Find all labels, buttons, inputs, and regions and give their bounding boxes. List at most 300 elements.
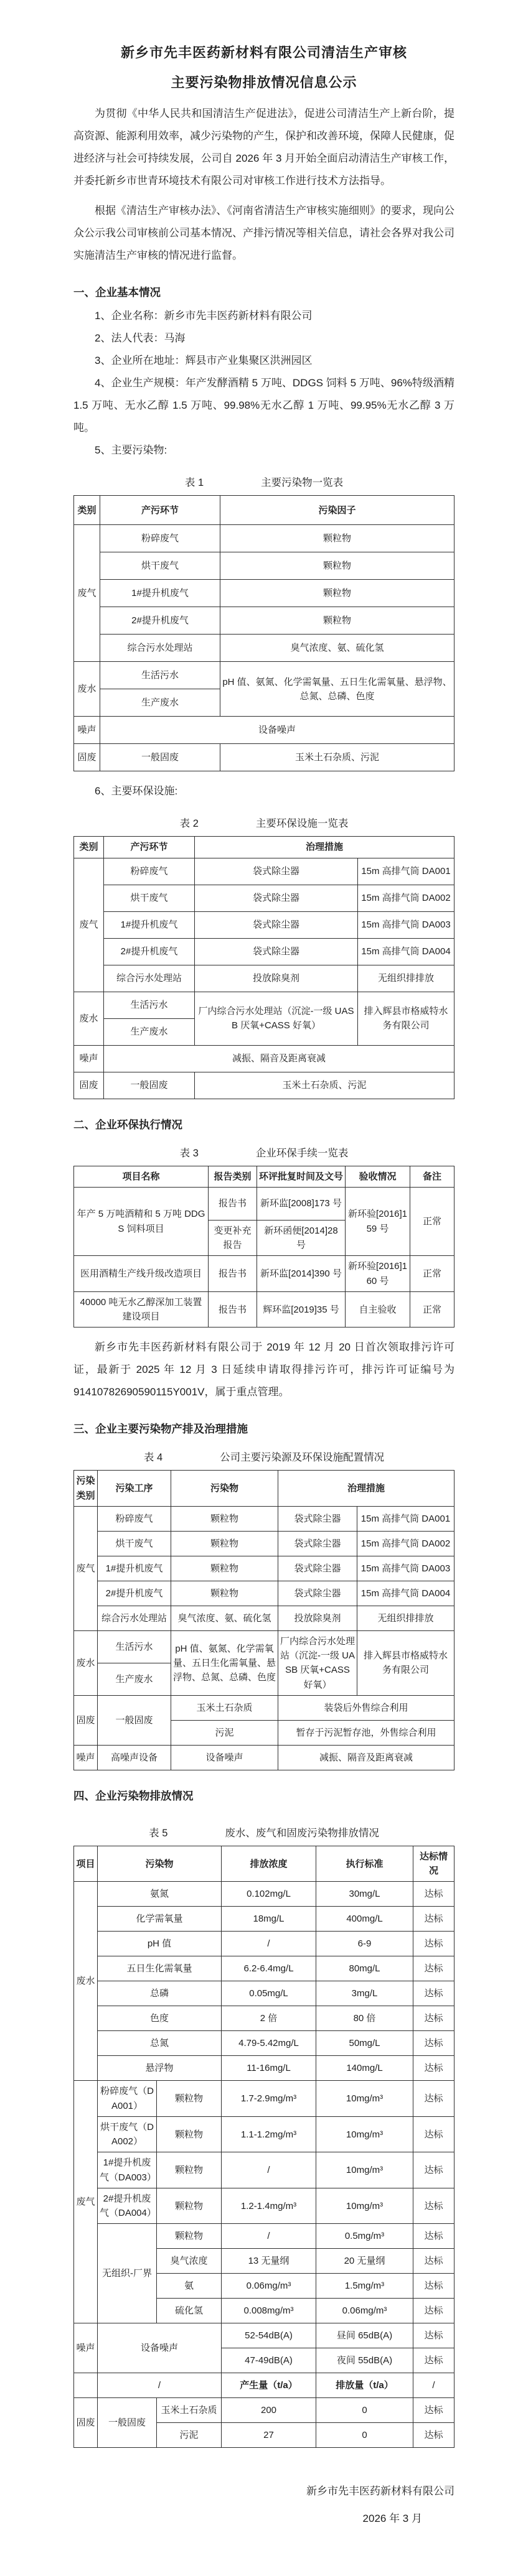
table-row bbox=[74, 2398, 454, 2423]
cell: 颗粒物 bbox=[220, 580, 454, 607]
cell: 15m 高排气筒 DA002 bbox=[358, 885, 454, 911]
cell: 达标 bbox=[413, 1882, 454, 1907]
cell: 排入辉县市格威特水务有限公司 bbox=[358, 992, 454, 1045]
cell-category: 噪声 bbox=[74, 717, 100, 744]
cell: 颗粒物 bbox=[157, 2152, 222, 2188]
basic-info-item: 5、主要污染物: bbox=[95, 444, 167, 457]
cell: 18mg/L bbox=[222, 1907, 316, 1932]
cell: 1#提升机废气 bbox=[100, 580, 220, 607]
table-row bbox=[74, 1882, 454, 1907]
cell: 1#提升机废气 bbox=[104, 911, 195, 938]
table-caption bbox=[73, 1145, 454, 1160]
header-cell: 验收情况 bbox=[346, 1166, 410, 1187]
table-row bbox=[74, 2081, 454, 2117]
cell: 变更补充报告 bbox=[209, 1220, 257, 1256]
cell: 140mg/L bbox=[316, 2056, 413, 2081]
cell: 生产废水 bbox=[100, 689, 220, 717]
table-2-env-facilities bbox=[73, 836, 454, 1099]
cell: 综合污水处理站 bbox=[104, 965, 195, 992]
section-heading-2: 二、企业环保执行情况 bbox=[73, 1118, 182, 1131]
table-row bbox=[74, 938, 454, 965]
cell: 1.7-2.9mg/m³ bbox=[222, 2081, 316, 2117]
cell: 达标 bbox=[413, 2056, 454, 2081]
cell: 10mg/m³ bbox=[316, 2152, 413, 2188]
cell: 污泥 bbox=[157, 2423, 222, 2448]
cell: / bbox=[98, 2373, 222, 2398]
cell: 15m 高排气筒 DA004 bbox=[358, 938, 454, 965]
table-row bbox=[74, 1956, 454, 1981]
cell: 报告书 bbox=[209, 1291, 257, 1328]
cell-category: 废水 bbox=[74, 662, 100, 717]
cell: 2 倍 bbox=[222, 2006, 316, 2031]
cell-category: 噪声 bbox=[74, 2323, 98, 2373]
header-cell: 产污环节 bbox=[104, 837, 195, 858]
cell: 产生量（t/a） bbox=[222, 2373, 316, 2398]
cell: 达标 bbox=[413, 2031, 454, 2056]
table-3-env-procedures bbox=[73, 1166, 454, 1328]
cell: 10mg/m³ bbox=[316, 2188, 413, 2224]
cell: 减振、隔音及距离衰减 bbox=[104, 1045, 454, 1072]
table-number: 表 2 bbox=[179, 818, 199, 830]
cell: 综合污水处理站 bbox=[98, 1606, 171, 1630]
cell: 20 无量纲 bbox=[316, 2249, 413, 2274]
table-number: 表 1 bbox=[184, 477, 204, 489]
cell: 玉米土石杂质、污泥 bbox=[220, 744, 454, 771]
cell: 52-54dB(A) bbox=[222, 2323, 316, 2348]
cell: 1.5mg/m³ bbox=[316, 2274, 413, 2299]
cell: 袋式除尘器 bbox=[195, 938, 358, 965]
cell: 一般固废 bbox=[98, 1695, 171, 1745]
header-cell: 执行标准 bbox=[316, 1846, 413, 1882]
cell: 6.2-6.4mg/L bbox=[222, 1956, 316, 1981]
header-cell: 产污环节 bbox=[100, 496, 220, 525]
cell: / bbox=[413, 2373, 454, 2398]
basic-info-item: 2、法人代表：马海 bbox=[95, 332, 186, 345]
table-row bbox=[74, 662, 454, 689]
table-row bbox=[74, 1045, 454, 1072]
cell: 达标 bbox=[413, 2348, 454, 2373]
header-cell: 类别 bbox=[74, 837, 104, 858]
cell: 新环监[2014]390 号 bbox=[257, 1256, 346, 1292]
table-row bbox=[74, 2006, 454, 2031]
table-row bbox=[74, 2031, 454, 2056]
cell: 袋式除尘器 bbox=[278, 1531, 357, 1556]
cell: 15m 高排气筒 DA002 bbox=[357, 1531, 454, 1556]
cell: 粉碎废气（DA001） bbox=[98, 2081, 157, 2117]
cell: 报告书 bbox=[209, 1256, 257, 1292]
cell: 投放除臭剂 bbox=[278, 1606, 357, 1630]
cell: 生产废水 bbox=[104, 1018, 195, 1045]
table-row bbox=[74, 2224, 454, 2249]
cell: 臭气浓度、氨、硫化氢 bbox=[220, 635, 454, 662]
cell: 50mg/L bbox=[316, 2031, 413, 2056]
cell: 0.06mg/m³ bbox=[222, 2274, 316, 2299]
cell: / bbox=[222, 1932, 316, 1956]
cell: 80 倍 bbox=[316, 2006, 413, 2031]
cell: 袋式除尘器 bbox=[195, 911, 358, 938]
header-cell: 污染工序 bbox=[98, 1471, 171, 1507]
cell: 2#提升机废气 bbox=[100, 607, 220, 635]
document-page bbox=[73, 0, 454, 2576]
cell-category: 废水 bbox=[74, 1630, 98, 1695]
cell: 一般固废 bbox=[100, 744, 220, 771]
cell: 27 bbox=[222, 2423, 316, 2448]
cell: 五日生化需氧量 bbox=[98, 1956, 222, 1981]
cell: 无组织排排放 bbox=[358, 965, 454, 992]
table-title: 主要污染物一览表 bbox=[261, 477, 344, 489]
cell: 达标 bbox=[413, 1932, 454, 1956]
cell: 13 无量纲 bbox=[222, 2249, 316, 2274]
header-cell: 污染因子 bbox=[220, 496, 454, 525]
cell: 达标 bbox=[413, 2274, 454, 2299]
page-title-line2: 主要污染物排放情况信息公示 bbox=[171, 74, 357, 90]
cell: 10mg/m³ bbox=[316, 2116, 413, 2152]
table-caption bbox=[73, 815, 454, 830]
cell: 0.05mg/L bbox=[222, 1981, 316, 2006]
cell: 一般固废 bbox=[98, 2398, 157, 2448]
cell: 4.79-5.42mg/L bbox=[222, 2031, 316, 2056]
table-number: 表 5 bbox=[149, 1827, 168, 1839]
cell: 生活污水 bbox=[98, 1630, 171, 1663]
cell: 高噪声设备 bbox=[98, 1745, 171, 1770]
cell: 新环监[2008]173 号 bbox=[257, 1187, 346, 1220]
cell: 医用酒精生产线升级改造项目 bbox=[74, 1256, 209, 1292]
table-row bbox=[74, 1581, 454, 1606]
cell: 颗粒物 bbox=[220, 607, 454, 635]
cell: 正常 bbox=[410, 1291, 454, 1328]
cell: 粉碎废气 bbox=[98, 1506, 171, 1531]
cell-category: 废气 bbox=[74, 2081, 98, 2323]
cell: 氨氮 bbox=[98, 1882, 222, 1907]
cell: 袋式除尘器 bbox=[195, 858, 358, 885]
cell: pH 值、氨氮、化学需氧量、五日生化需氧量、悬浮物、总氮、总磷、色度 bbox=[171, 1630, 278, 1695]
cell: 达标 bbox=[413, 2423, 454, 2448]
cell: 颗粒物 bbox=[157, 2188, 222, 2224]
cell: 臭气浓度、氨、硫化氢 bbox=[171, 1606, 278, 1630]
cell-category: 噪声 bbox=[74, 1045, 104, 1072]
cell: 颗粒物 bbox=[157, 2116, 222, 2152]
header-cell: 污染类别 bbox=[74, 1471, 98, 1507]
section-heading-1: 一、企业基本情况 bbox=[73, 286, 161, 299]
cell: 无组织-厂界 bbox=[98, 2224, 157, 2323]
table-row bbox=[74, 2188, 454, 2224]
cell: 自主验收 bbox=[346, 1291, 410, 1328]
table-number: 表 3 bbox=[179, 1147, 199, 1159]
cell: 6-9 bbox=[316, 1932, 413, 1956]
cell: 2#提升机废气 bbox=[104, 938, 195, 965]
cell: 颗粒物 bbox=[157, 2224, 222, 2249]
cell: 2#提升机废气（DA004） bbox=[98, 2188, 157, 2224]
cell: 1#提升机废气（DA003） bbox=[98, 2152, 157, 2188]
cell: 颗粒物 bbox=[171, 1506, 278, 1531]
cell: 15m 高排气筒 DA001 bbox=[358, 858, 454, 885]
cell: 烘干废气 bbox=[98, 1531, 171, 1556]
header-cell: 备注 bbox=[410, 1166, 454, 1187]
cell: 200 bbox=[222, 2398, 316, 2423]
table-title: 公司主要污染源及环保设施配置情况 bbox=[220, 1452, 385, 1464]
table-number: 表 4 bbox=[143, 1452, 163, 1464]
cell: 排放量（t/a） bbox=[316, 2373, 413, 2398]
table-row bbox=[74, 2152, 454, 2188]
header-cell: 环评批复时间及文号 bbox=[257, 1166, 346, 1187]
cell: 玉米土石杂质 bbox=[171, 1695, 278, 1720]
page-title-line1: 新乡市先丰医药新材料有限公司清洁生产审核 bbox=[120, 45, 407, 60]
cell: 生产废水 bbox=[98, 1663, 171, 1695]
cell: 排入辉县市格威特水务有限公司 bbox=[357, 1630, 454, 1695]
cell: 30mg/L bbox=[316, 1882, 413, 1907]
cell: 玉米土石杂质 bbox=[157, 2398, 222, 2423]
cell: / bbox=[222, 2224, 316, 2249]
table-caption bbox=[73, 1449, 454, 1464]
cell-category: 固废 bbox=[74, 1695, 98, 1745]
cell: 正常 bbox=[410, 1256, 454, 1292]
cell-category: 废气 bbox=[74, 858, 104, 992]
table-row bbox=[74, 717, 454, 744]
table-title: 企业环保手续一览表 bbox=[255, 1147, 349, 1159]
table-header-row bbox=[74, 837, 454, 858]
cell: 1.1-1.2mg/m³ bbox=[222, 2116, 316, 2152]
cell: 颗粒物 bbox=[171, 1581, 278, 1606]
intro-paragraph-2: 根据《清洁生产审核办法》、《河南省清洁生产审核实施细则》的要求，现向公众公示我公司审核前公司基本情况、产排污情况等相关信息，请社会各界对我公司实施清洁生产审核的情况进行监督。 bbox=[73, 205, 454, 262]
table-header-row bbox=[74, 1166, 454, 1187]
cell: 1.2-1.4mg/m³ bbox=[222, 2188, 316, 2224]
cell: 设备噪声 bbox=[171, 1745, 278, 1770]
cell: 80mg/L bbox=[316, 1956, 413, 1981]
table-title: 废水、废气和固废污染物排放情况 bbox=[225, 1827, 379, 1839]
cell: 0.008mg/m³ bbox=[222, 2299, 316, 2323]
cell: 无组织排排放 bbox=[357, 1606, 454, 1630]
cell: 达标 bbox=[413, 2224, 454, 2249]
cell: 达标 bbox=[413, 2323, 454, 2348]
section-heading-4: 四、企业污染物排放情况 bbox=[73, 1789, 194, 1802]
cell: pH 值、氨氮、化学需氧量、五日生化需氧量、悬浮物、总氮、总磷、色度 bbox=[220, 662, 454, 717]
table-row bbox=[74, 911, 454, 938]
section-heading-3: 三、企业主要污染物产排及治理措施 bbox=[73, 1423, 248, 1436]
cell-category: 噪声 bbox=[74, 1745, 98, 1770]
cell: 厂内综合污水处理站（沉淀-一级 UASB 厌氧+CASS 好氧） bbox=[278, 1630, 357, 1695]
cell: 生活污水 bbox=[104, 992, 195, 1018]
cell: 硫化氢 bbox=[157, 2299, 222, 2323]
header-cell: 治理措施 bbox=[278, 1471, 454, 1507]
table-row bbox=[74, 1745, 454, 1770]
table-caption bbox=[73, 1825, 454, 1839]
cell: 颗粒物 bbox=[157, 2081, 222, 2117]
cell: / bbox=[222, 2152, 316, 2188]
cell: 颗粒物 bbox=[171, 1531, 278, 1556]
cell-category: 固废 bbox=[74, 1072, 104, 1099]
cell: 综合污水处理站 bbox=[100, 635, 220, 662]
cell: 达标 bbox=[413, 2006, 454, 2031]
cell: 氨 bbox=[157, 2274, 222, 2299]
cell: 臭气浓度 bbox=[157, 2249, 222, 2274]
table-5-emissions bbox=[73, 1846, 454, 2448]
cell: 0.06mg/m³ bbox=[316, 2299, 413, 2323]
table-row bbox=[74, 885, 454, 911]
cell: 达标 bbox=[413, 2299, 454, 2323]
intro-paragraph-1: 为贯彻《中华人民共和国清洁生产促进法》，促进公司清洁生产上新台阶，提高资源、能源利用效率，减少污染物的产生，保护和改善环境，保障人民健康，促进经济与社会可持续发展，公司自 2026 年 3 月开始全面启动清洁生产审核工作，并委托新乡市世青环境技术有限公司对审核工作进行技术方法指导。 bbox=[73, 108, 454, 187]
basic-info-item: 4、企业生产规模：年产发酵酒精 5 万吨、DDGS 饲料 5 万吨、96%特级酒精 1.5 万吨、无水乙醇 1.5 万吨、99.98%无水乙醇 1 万吨、99.95%无水乙醇 3 万吨。 bbox=[73, 377, 454, 434]
cell: 0.102mg/L bbox=[222, 1882, 316, 1907]
cell: 总磷 bbox=[98, 1981, 222, 2006]
table-row bbox=[74, 965, 454, 992]
permit-paragraph: 新乡市先丰医药新材料有限公司于 2019 年 12 月 20 日首次领取排污许可证，最新于 2025 年 12 月 3 日延续申请取得排污许可，排污许可证编号为 91410782690590115Y001V，属于重点管理。 bbox=[73, 1341, 454, 1398]
table-row bbox=[74, 858, 454, 885]
cell: 色度 bbox=[98, 2006, 222, 2031]
table-row bbox=[74, 1981, 454, 2006]
cell: 暂存于污泥暂存池，外售综合利用 bbox=[278, 1720, 454, 1745]
table-header-row bbox=[74, 1846, 454, 1882]
table-header-row bbox=[74, 1471, 454, 1507]
header-cell: 达标情况 bbox=[413, 1846, 454, 1882]
table-title: 主要环保设施一览表 bbox=[255, 818, 349, 830]
cell: 15m 高排气筒 DA004 bbox=[357, 1581, 454, 1606]
cell: 报告书 bbox=[209, 1187, 257, 1220]
cell: 减振、隔音及距离衰减 bbox=[278, 1745, 454, 1770]
table-row bbox=[74, 1072, 454, 1099]
cell: 烘干废气（DA002） bbox=[98, 2116, 157, 2152]
table-row bbox=[74, 1556, 454, 1581]
cell: 装袋后外售综合利用 bbox=[278, 1695, 454, 1720]
footer-date: 2026 年 3 月 bbox=[362, 2513, 422, 2525]
cell: 11-16mg/L bbox=[222, 2056, 316, 2081]
table-row bbox=[74, 635, 454, 662]
cell: 新环验[2016]159 号 bbox=[346, 1187, 410, 1256]
table-row bbox=[74, 1506, 454, 1531]
cell: 粉碎废气 bbox=[100, 525, 220, 552]
cell-category: 固废 bbox=[74, 2398, 98, 2448]
cell: 生活污水 bbox=[100, 662, 220, 689]
header-cell: 项目名称 bbox=[74, 1166, 209, 1187]
cell: 40000 吨无水乙醇深加工装置建设项目 bbox=[74, 1291, 209, 1328]
cell: 颗粒物 bbox=[220, 552, 454, 580]
footer-company-signature: 新乡市先丰医药新材料有限公司 bbox=[306, 2485, 454, 2498]
table-row bbox=[74, 607, 454, 635]
cell: 达标 bbox=[413, 2398, 454, 2423]
table-row bbox=[74, 552, 454, 580]
table-row bbox=[74, 2116, 454, 2152]
header-cell: 污染物 bbox=[98, 1846, 222, 1882]
title-block bbox=[73, 44, 454, 91]
table-row bbox=[74, 2323, 454, 2348]
cell: 达标 bbox=[413, 1981, 454, 2006]
basic-info-item: 3、企业所在地址：辉县市产业集聚区洪洲园区 bbox=[95, 355, 313, 367]
cell: 投放除臭剂 bbox=[195, 965, 358, 992]
cell: 年产 5 万吨酒精和 5 万吨 DDGS 饲料项目 bbox=[74, 1187, 209, 1256]
cell-category: 废气 bbox=[74, 1506, 98, 1630]
table-1-main-pollutants bbox=[73, 495, 454, 771]
footer-block bbox=[73, 2478, 454, 2532]
cell: 袋式除尘器 bbox=[278, 1506, 357, 1531]
cell: 2#提升机废气 bbox=[98, 1581, 171, 1606]
cell: 化学需氧量 bbox=[98, 1907, 222, 1932]
table-row bbox=[74, 1932, 454, 1956]
table-row bbox=[74, 1695, 454, 1720]
cell: 粉碎废气 bbox=[104, 858, 195, 885]
cell: 达标 bbox=[413, 2081, 454, 2117]
cell: 昼间 65dB(A) bbox=[316, 2323, 413, 2348]
cell: 颗粒物 bbox=[220, 525, 454, 552]
table-caption bbox=[73, 474, 454, 489]
cell: 达标 bbox=[413, 1956, 454, 1981]
cell: pH 值 bbox=[98, 1932, 222, 1956]
cell: 烘干废气 bbox=[104, 885, 195, 911]
table-row bbox=[74, 1907, 454, 1932]
cell: 设备噪声 bbox=[98, 2323, 222, 2373]
table-row bbox=[74, 580, 454, 607]
cell: 15m 高排气筒 DA003 bbox=[357, 1556, 454, 1581]
cell: 袋式除尘器 bbox=[278, 1581, 357, 1606]
table-row bbox=[74, 525, 454, 552]
table-4-pollution-sources bbox=[73, 1470, 454, 1770]
cell: 烘干废气 bbox=[100, 552, 220, 580]
cell: 0 bbox=[316, 2423, 413, 2448]
basic-info-item: 1、企业名称：新乡市先丰医药新材料有限公司 bbox=[95, 310, 313, 322]
basic-info-item: 6、主要环保设施: bbox=[95, 785, 178, 797]
cell: 袋式除尘器 bbox=[278, 1556, 357, 1581]
table-row bbox=[74, 1630, 454, 1663]
cell: 夜间 55dB(A) bbox=[316, 2348, 413, 2373]
cell: 0 bbox=[316, 2398, 413, 2423]
table-row bbox=[74, 2056, 454, 2081]
table-header-row bbox=[74, 496, 454, 525]
table-row bbox=[74, 1606, 454, 1630]
cell: 颗粒物 bbox=[171, 1556, 278, 1581]
cell: 正常 bbox=[410, 1187, 454, 1256]
header-cell: 治理措施 bbox=[195, 837, 454, 858]
cell: 污泥 bbox=[171, 1720, 278, 1745]
header-cell: 类别 bbox=[74, 496, 100, 525]
cell: 辉环监[2019]35 号 bbox=[257, 1291, 346, 1328]
cell-category: 废气 bbox=[74, 525, 100, 662]
table-row bbox=[74, 2373, 454, 2398]
cell: 0.5mg/m³ bbox=[316, 2224, 413, 2249]
cell: 47-49dB(A) bbox=[222, 2348, 316, 2373]
cell: 达标 bbox=[413, 2188, 454, 2224]
table-row bbox=[74, 1256, 454, 1292]
cell: 新环验[2016]160 号 bbox=[346, 1256, 410, 1292]
cell: 15m 高排气筒 DA001 bbox=[357, 1506, 454, 1531]
cell: 3mg/L bbox=[316, 1981, 413, 2006]
cell: 悬浮物 bbox=[98, 2056, 222, 2081]
cell: 达标 bbox=[413, 2152, 454, 2188]
cell: 达标 bbox=[413, 2116, 454, 2152]
header-cell: 排放浓度 bbox=[222, 1846, 316, 1882]
table-row bbox=[74, 1291, 454, 1328]
cell: 一般固废 bbox=[104, 1072, 195, 1099]
cell: 厂内综合污水处理站（沉淀-一级 UASB 厌氧+CASS 好氧） bbox=[195, 992, 358, 1045]
cell: 袋式除尘器 bbox=[195, 885, 358, 911]
table-row bbox=[74, 1187, 454, 1220]
cell: 总氮 bbox=[98, 2031, 222, 2056]
table-row bbox=[74, 992, 454, 1018]
cell: 达标 bbox=[413, 1907, 454, 1932]
cell: 玉米土石杂质、污泥 bbox=[195, 1072, 454, 1099]
table-row bbox=[74, 744, 454, 771]
cell: 1#提升机废气 bbox=[98, 1556, 171, 1581]
header-cell: 项目 bbox=[74, 1846, 98, 1882]
header-cell: 报告类别 bbox=[209, 1166, 257, 1187]
header-cell: 污染物 bbox=[171, 1471, 278, 1507]
cell: 400mg/L bbox=[316, 1907, 413, 1932]
cell-category: 废水 bbox=[74, 1882, 98, 2081]
cell-category: 固废 bbox=[74, 744, 100, 771]
cell bbox=[74, 2373, 98, 2398]
cell: 达标 bbox=[413, 2249, 454, 2274]
cell: 10mg/m³ bbox=[316, 2081, 413, 2117]
cell: 设备噪声 bbox=[100, 717, 454, 744]
cell: 15m 高排气筒 DA003 bbox=[358, 911, 454, 938]
table-row bbox=[74, 1531, 454, 1556]
